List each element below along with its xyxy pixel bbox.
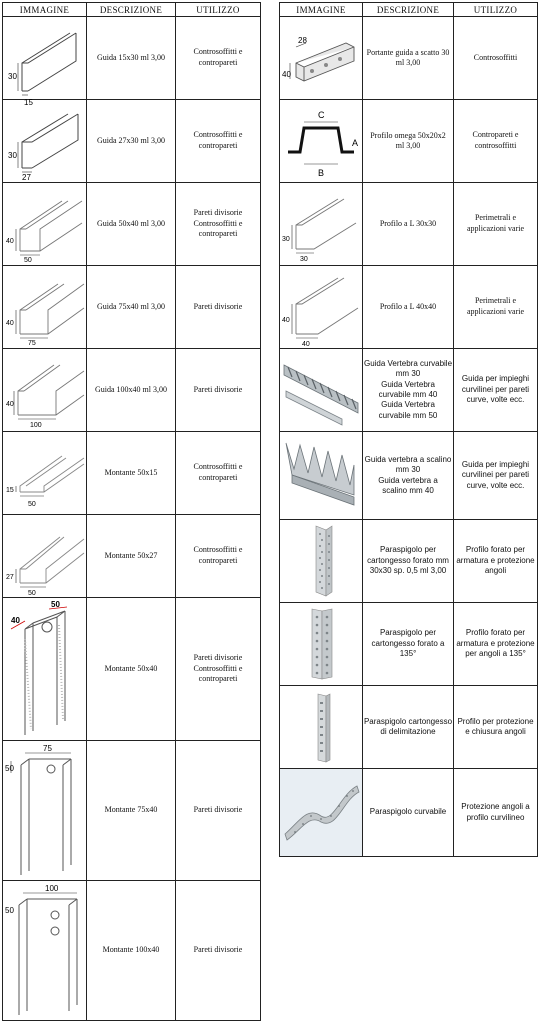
- profile-image: [3, 100, 87, 183]
- table-row: [280, 603, 538, 686]
- dim-label: 100: [44, 883, 58, 893]
- use-cell: Pareti divisorie Controsoffitti e contropareti: [176, 598, 261, 741]
- c-stud-drawing: [6, 434, 84, 512]
- stud-section-drawing: [5, 883, 85, 1019]
- dim-label: 40: [282, 70, 291, 79]
- header-row: [280, 3, 538, 17]
- description-cell: Paraspigolo per cartongesso forato mm 30x30 sp. 0,5 ml 3,00: [363, 520, 454, 603]
- table-row: [3, 598, 261, 741]
- table-row: [280, 100, 538, 183]
- dim-label: 50: [23, 257, 32, 264]
- dim-label: C: [318, 110, 325, 120]
- use-cell: Guida per impieghi curvilinei per pareti curve, volte ecc.: [454, 432, 538, 520]
- dim-label: 50: [4, 905, 14, 915]
- profile-image: [280, 686, 363, 769]
- use-cell: Controsoffitti e contropareti: [176, 17, 261, 100]
- u-channel-drawing: [6, 185, 84, 263]
- dim-label: 30: [300, 256, 308, 263]
- header-image: IMMAGINE: [3, 3, 87, 17]
- profile-image: [280, 432, 363, 520]
- description-cell: Guida 50x40 ml 3,00: [87, 183, 176, 266]
- profile-image: [280, 520, 363, 603]
- description-cell: Montante 75x40: [87, 741, 176, 881]
- use-cell: Guida per impieghi curvilinei per pareti curve, volte ecc.: [454, 349, 538, 432]
- dim-label: B: [318, 168, 325, 178]
- use-cell: Pareti divisorie: [176, 741, 261, 881]
- corner-bead-135-photo: [282, 605, 360, 683]
- description-cell: Guida vertebra a scalino mm 30 Guida vertebra a scalino mm 40: [363, 432, 454, 520]
- dim-label: 75: [42, 743, 52, 753]
- dim-label: 30: [7, 151, 17, 160]
- profile-image: [3, 183, 87, 266]
- use-cell: Pareti divisorie Controsoffitti e contropareti: [176, 183, 261, 266]
- snap-track-drawing: [282, 19, 360, 97]
- u-channel-drawing: [6, 268, 84, 346]
- table-row: [3, 17, 261, 100]
- dim-label: 15: [23, 98, 33, 107]
- omega-profile-drawing: [282, 102, 360, 180]
- dim-label: 50: [27, 590, 36, 597]
- header-use: UTILIZZO: [454, 3, 538, 17]
- dim-label: 27: [21, 173, 31, 182]
- table-row: [280, 432, 538, 520]
- table-row: [280, 686, 538, 769]
- description-cell: Paraspigolo cartongesso di delimitazione: [363, 686, 454, 769]
- dim-label: 15: [5, 487, 14, 494]
- profile-image: [3, 741, 87, 881]
- dim-label: 50: [4, 763, 14, 773]
- header-use: UTILIZZO: [176, 3, 261, 17]
- use-cell: Contropareti e controsoffitti: [454, 100, 538, 183]
- profile-image: [280, 349, 363, 432]
- corner-bead-photo: [282, 522, 360, 600]
- description-cell: Profilo a L 30x30: [363, 183, 454, 266]
- table-row: [280, 266, 538, 349]
- dim-label: 40: [10, 616, 20, 625]
- c-stud-drawing: [6, 517, 84, 595]
- dim-label: 40: [282, 317, 290, 324]
- use-cell: Controsoffitti e contropareti: [176, 100, 261, 183]
- use-cell: Profilo forato per armatura e protezione per angoli a 135°: [454, 603, 538, 686]
- description-cell: Paraspigolo curvabile: [363, 769, 454, 857]
- dim-label: 27: [5, 574, 14, 581]
- profile-image: [3, 515, 87, 598]
- header-row: [3, 3, 261, 17]
- use-cell: Pareti divisorie: [176, 349, 261, 432]
- profile-image: [280, 17, 363, 100]
- profile-image: [3, 17, 87, 107]
- vertebra-track-photo: [282, 351, 360, 429]
- profile-image: [3, 881, 87, 1021]
- dim-label: 40: [302, 341, 310, 348]
- l-profile-drawing: [282, 185, 360, 263]
- description-cell: Montante 50x15: [87, 432, 176, 515]
- table-row: [280, 520, 538, 603]
- dim-label: 50: [27, 501, 36, 508]
- header-image: IMMAGINE: [280, 3, 363, 17]
- table-row: [3, 741, 261, 881]
- table-row: [3, 432, 261, 515]
- table-row: [280, 183, 538, 266]
- use-cell: Perimetrali e applicazioni varie: [454, 183, 538, 266]
- stud-section-drawing: [5, 743, 85, 879]
- u-channel-drawing: [6, 102, 84, 180]
- profile-image: [3, 598, 87, 741]
- description-cell: Portante guida a scatto 30 ml 3,00: [363, 17, 454, 100]
- table-row: [3, 881, 261, 1021]
- profile-image: [280, 100, 363, 183]
- table-row: [3, 349, 261, 432]
- u-channel-drawing: [6, 19, 84, 107]
- description-cell: Montante 50x27: [87, 515, 176, 598]
- profile-image: [280, 769, 363, 857]
- header-description: DESCRIZIONE: [87, 3, 176, 17]
- description-cell: Guida Vertebra curvabile mm 30 Guida Vertebra curvabile mm 40 Guida Vertebra curvabile mm 50: [363, 349, 454, 432]
- dim-label: 40: [5, 320, 14, 327]
- table-row: [3, 515, 261, 598]
- edge-bead-photo: [282, 688, 360, 766]
- description-cell: Montante 50x40: [87, 598, 176, 741]
- table-row: [280, 769, 538, 857]
- dim-label: 30: [282, 236, 290, 243]
- use-cell: Pareti divisorie: [176, 266, 261, 349]
- use-cell: Profilo forato per armatura e protezione angoli: [454, 520, 538, 603]
- stud-section-drawing: [5, 599, 85, 739]
- table-row: [3, 183, 261, 266]
- right-profile-table: [279, 2, 538, 857]
- use-cell: Protezione angoli a profilo curvilineo: [454, 769, 538, 857]
- use-cell: Controsoffitti: [454, 17, 538, 100]
- description-cell: Guida 75x40 ml 3,00: [87, 266, 176, 349]
- dim-label: 75: [27, 340, 36, 347]
- profile-image: [3, 266, 87, 349]
- u-channel-drawing: [6, 351, 84, 429]
- dim-label: 50: [50, 600, 60, 609]
- use-cell: Perimetrali e applicazioni varie: [454, 266, 538, 349]
- use-cell: Controsoffitti e contropareti: [176, 515, 261, 598]
- table-row: [280, 17, 538, 100]
- description-cell: Profilo a L 40x40: [363, 266, 454, 349]
- profile-image: [3, 432, 87, 515]
- dim-label: 28: [298, 36, 307, 45]
- profile-image: [3, 349, 87, 432]
- description-cell: Profilo omega 50x20x2 ml 3,00: [363, 100, 454, 183]
- flexible-bead-photo: [281, 772, 361, 854]
- stepped-vertebra-photo: [282, 435, 360, 517]
- profile-image: [280, 603, 363, 686]
- dim-label: 100: [29, 422, 42, 429]
- description-cell: Guida 27x30 ml 3,00: [87, 100, 176, 183]
- use-cell: Controsoffitti e contropareti: [176, 432, 261, 515]
- description-cell: Guida 15x30 ml 3,00: [87, 17, 176, 100]
- description-cell: Montante 100x40: [87, 881, 176, 1021]
- dim-label: 40: [5, 401, 14, 408]
- description-cell: Guida 100x40 ml 3,00: [87, 349, 176, 432]
- use-cell: Profilo per protezione e chiusura angoli: [454, 686, 538, 769]
- dim-label: 30: [7, 72, 17, 81]
- profile-image: [280, 266, 363, 349]
- left-profile-table: [2, 2, 261, 1021]
- table-row: [280, 349, 538, 432]
- table-row: [3, 266, 261, 349]
- dim-label: 40: [5, 238, 14, 245]
- use-cell: Pareti divisorie: [176, 881, 261, 1021]
- table-row: [3, 100, 261, 183]
- l-profile-drawing: [282, 268, 360, 346]
- profile-image: [280, 183, 363, 266]
- dim-label: A: [352, 138, 359, 148]
- description-cell: Paraspigolo per cartongesso forato a 135°: [363, 603, 454, 686]
- header-description: DESCRIZIONE: [363, 3, 454, 17]
